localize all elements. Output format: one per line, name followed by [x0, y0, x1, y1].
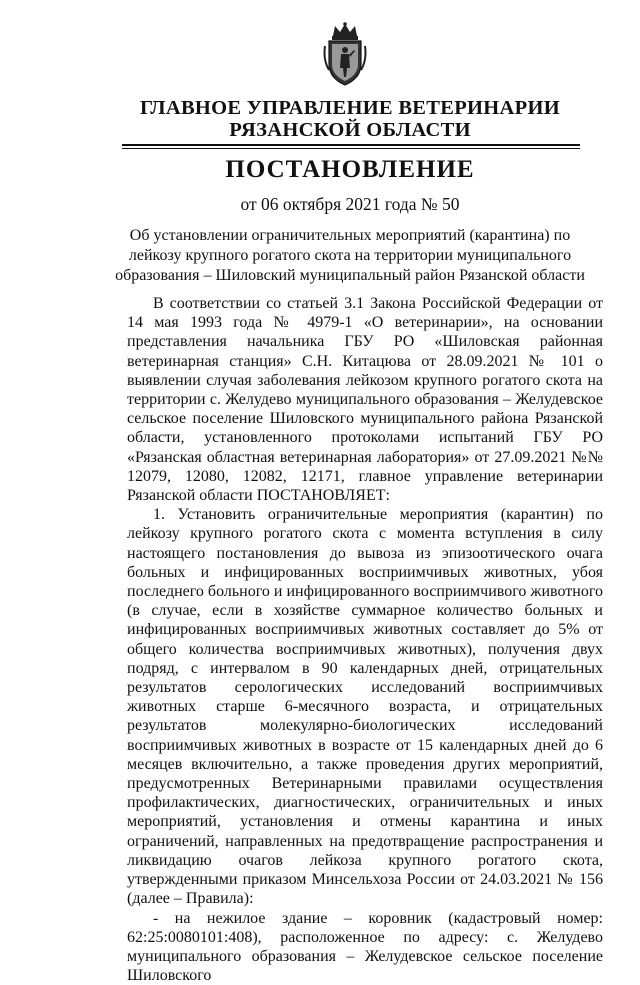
preamble-paragraph: В соответствии со статьей 3.1 Закона Российской Федерации от 14 мая 1993 года № 4979-1 «О ветеринарии», на основании представления начальника ГБУ РО «Шиловская районная ветеринарная станция» С.Н. Китацюва от 28.09.2021 № 101 о выявлении случая заболевания лейкозом крупного рогатого скота на территории с. Желудево муниципального образования – Желудевское сельское поселение Шиловского муниципального района Рязанской области, установленного протоколами испытаний ГБУ РО «Рязанская областная ветеринарная лаборатория» от 27.09.2021 №№ 12079, 12080, 12082, 12171, главное управление ветеринарии Рязанской области ПОСТАНОВЛЯЕТ: [127, 294, 603, 505]
bullet-1-paragraph: - на нежилое здание – коровник (кадастровый номер: 62:25:0080101:408), расположенное по адресу: с. Желудево муниципального образования – Желудевское сельское поселение Шиловского [127, 909, 603, 985]
header-divider [122, 144, 580, 146]
org-name-line-2: РЯЗАНСКОЙ ОБЛАСТИ [100, 119, 600, 141]
document-subject: Об установлении ограничительных мероприятий (карантина) по лейкозу крупного рогатого скота на территории муниципального образования – Шиловский муниципальный район Рязанской области [110, 226, 590, 286]
document-date-number: от 06 октября 2021 года № 50 [100, 193, 600, 215]
header-divider-thin [122, 148, 580, 149]
org-name-line-1: ГЛАВНОЕ УПРАВЛЕНИЕ ВЕТЕРИНАРИИ [100, 97, 600, 119]
ryazan-coat-of-arms-icon [321, 22, 369, 88]
document-title: ПОСТАНОВЛЕНИЕ [100, 155, 600, 185]
document-body [127, 294, 603, 985]
item-1-paragraph: 1. Установить ограничительные мероприятия (карантин) по лейкозу крупного рогатого скота с момента вступления в силу настоящего постановления до вывоза из эпизоотического очага больных и инфицированных восприимчивых животных, убоя последнего больного и инфицированного восприимчивого животного (в случае, если в хозяйстве суммарное количество больных и инфицированных восприимчивых животных составляет до 5% от общего количества восприимчивых животных), получения двух подряд, с интервалом в 90 календарных дней, отрицательных результатов серологических исследований восприимчивых животных старше 6-месячного возраста, и отрицательных результатов молекулярно-биологических исследований восприимчивых животных в возрасте от 15 календарных дней до 6 месяцев включительно, а также проведения других мероприятий, предусмотренных Ветеринарными правилами осуществления профилактических, диагностических, ограничительных и иных мероприятий, установления и отмены карантина и иных ограничений, направленных на предотвращение распространения и ликвидацию очагов лейкоза крупного рогатого скота, утвержденными приказом Минсельхоза России от 24.03.2021 № 156 (далее – Правила): [127, 505, 603, 908]
